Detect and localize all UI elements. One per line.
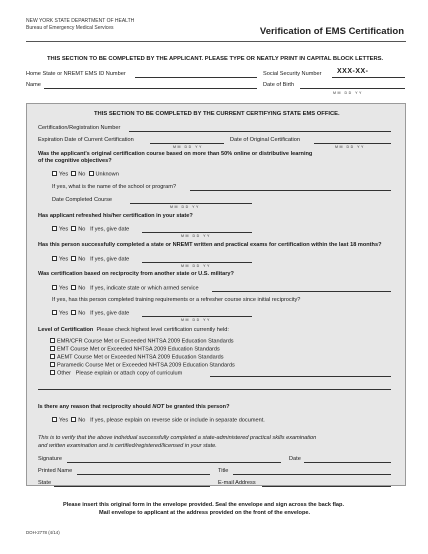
q4-state-field[interactable] — [212, 291, 391, 292]
q5-text-post: be granted this person? — [164, 404, 230, 410]
q4-options — [52, 285, 199, 292]
level-aemt-label: AEMT Course Met or Exceeded NHTSA 2009 Education Standards — [57, 354, 224, 361]
level-option-other — [50, 370, 182, 377]
cert-number-label: Certification/Registration Number — [38, 125, 121, 131]
state-field[interactable] — [54, 486, 210, 487]
q5-options — [52, 417, 265, 424]
q4b-yes-label: Yes — [59, 310, 69, 317]
q2-yes-checkbox[interactable] — [52, 226, 57, 231]
q2-give-date-label: If yes, give date — [90, 226, 130, 233]
date-field[interactable] — [304, 462, 391, 463]
q3-text: Has this person successfully completed a state or NREMT written and practical exams for certification within the last 18 months? — [38, 242, 382, 248]
q3-no-label: No — [78, 256, 86, 263]
q1-no-label: No — [78, 171, 86, 178]
q4-no-label: No — [78, 285, 86, 292]
q1-options — [52, 171, 119, 178]
title-field[interactable] — [233, 474, 391, 475]
level-option-2 — [50, 346, 220, 353]
q5-text-pre: Is there any reason that reciprocity should — [38, 404, 153, 410]
form-number: DOH-2778 (4/14) — [26, 530, 60, 535]
cert-number-field[interactable] — [129, 131, 391, 132]
signature-field[interactable] — [67, 462, 281, 463]
attestation-line-1: This is to verify that the above individual successfully completed a state-administered practical skills examination — [38, 435, 317, 441]
level-emt-checkbox[interactable] — [50, 346, 55, 351]
q5-no-checkbox[interactable] — [71, 417, 76, 422]
state-label: State — [38, 480, 52, 486]
q2-no-checkbox[interactable] — [71, 226, 76, 231]
level-option-1 — [50, 338, 234, 345]
q3-options — [52, 256, 129, 263]
level-row — [38, 327, 229, 333]
level-other-label: Other — [57, 370, 71, 377]
q5-yes-checkbox[interactable] — [52, 417, 57, 422]
dob-label: Date of Birth — [263, 82, 295, 88]
q4-text: Was certification based on reciprocity from another state or U.S. military? — [38, 271, 234, 277]
ssn-label: Social Security Number — [263, 71, 322, 77]
q5-text — [38, 404, 230, 410]
name-label: Name — [26, 82, 41, 88]
org-line-2: Bureau of Emergency Medical Services — [26, 25, 114, 31]
level-label: Level of Certification — [38, 327, 94, 333]
expiration-hint: MM DD YY — [173, 145, 203, 149]
other-explain-field-2[interactable] — [38, 389, 391, 390]
q1-yes-checkbox[interactable] — [52, 171, 57, 176]
date-completed-field[interactable] — [130, 203, 252, 204]
level-emr-label: EMR/CFR Course Met or Exceeded NHTSA 2009 Education Standards — [57, 338, 234, 345]
q4-yes-checkbox[interactable] — [52, 285, 57, 290]
q5-explain-label: If yes, please explain on reverse side or include in separate document. — [90, 417, 265, 424]
ssn-field[interactable] — [332, 77, 405, 78]
expiration-label: Expiration Date of Current Certification — [38, 137, 134, 143]
q4b-options — [52, 310, 129, 317]
q3-yes-checkbox[interactable] — [52, 256, 57, 261]
original-cert-hint: MM DD YY — [335, 145, 365, 149]
q4b-give-date-label: If yes, give date — [90, 310, 130, 317]
q5-text-not: NOT — [152, 404, 165, 410]
q2-options — [52, 226, 129, 233]
q2-yes-label: Yes — [59, 226, 69, 233]
footer-instruction-1: Please insert this original form in the envelope provided. Seal the envelope and sign across the back flap. — [63, 502, 345, 508]
dob-hint: MM DD YY — [333, 91, 363, 95]
q4-yes-label: Yes — [59, 285, 69, 292]
dob-field[interactable] — [300, 88, 405, 89]
document-title: Verification of EMS Certification — [259, 26, 404, 37]
q2-date-field[interactable] — [142, 232, 252, 233]
printed-name-field[interactable] — [77, 474, 210, 475]
q2-no-label: No — [78, 226, 86, 233]
q4b-date-hint: MM DD YY — [181, 318, 211, 322]
date-label: Date — [289, 456, 301, 462]
q3-date-hint: MM DD YY — [181, 264, 211, 268]
q4-no-checkbox[interactable] — [71, 285, 76, 290]
q1-yes-label: Yes — [59, 171, 69, 178]
school-name-field[interactable] — [190, 190, 391, 191]
level-emr-checkbox[interactable] — [50, 338, 55, 343]
level-emt-label: EMT Course Met or Exceeded NHTSA 2009 Education Standards — [57, 346, 220, 353]
ssn-prefix: XXX-XX- — [337, 68, 369, 75]
email-label: E-mail Address — [218, 480, 256, 486]
q2-text: Has applicant refreshed his/her certification in your state? — [38, 213, 193, 219]
q4b-yes-checkbox[interactable] — [52, 310, 57, 315]
level-paramedic-label: Paramedic Course Met or Exceeded NHTSA 2009 Education Standards — [57, 362, 235, 369]
certifier-section-title: THIS SECTION TO BE COMPLETED BY THE CURRENT CERTIFYING STATE EMS OFFICE. — [94, 111, 340, 117]
original-cert-label: Date of Original Certification — [230, 137, 300, 143]
q3-no-checkbox[interactable] — [71, 256, 76, 261]
q1-unknown-label: Unknown — [95, 171, 119, 178]
q4-followup-text: If yes, has this person completed training requirements or a refresher course since initial reciprocity? — [52, 297, 301, 303]
original-cert-field[interactable] — [314, 143, 391, 144]
org-line-1: NEW YORK STATE DEPARTMENT OF HEALTH — [26, 18, 135, 24]
q1-text-line2: of the cognitive objectives? — [38, 158, 112, 164]
q2-date-hint: MM DD YY — [181, 234, 211, 238]
q4b-no-label: No — [78, 310, 86, 317]
q4-indicate-label: If yes, indicate state or which armed service — [90, 285, 199, 292]
q3-date-field[interactable] — [142, 262, 252, 263]
level-paramedic-checkbox[interactable] — [50, 362, 55, 367]
header-rule — [26, 41, 406, 42]
footer-instruction-2: Mail envelope to applicant at the address provided on the front of the envelope. — [99, 510, 311, 516]
level-other-checkbox[interactable] — [50, 370, 55, 375]
q5-no-label: No — [78, 417, 86, 424]
printed-name-label: Printed Name — [38, 468, 73, 474]
level-option-4 — [50, 362, 235, 369]
name-field[interactable] — [44, 88, 257, 89]
q3-yes-label: Yes — [59, 256, 69, 263]
q1-text: Was the applicant's original certification course based on more than 50% online or distributive learning — [38, 151, 313, 157]
q1-unknown-checkbox[interactable] — [89, 171, 94, 176]
q1-no-checkbox[interactable] — [71, 171, 76, 176]
attestation-line-2: and written examination and is certified/registered/licensed in your state. — [38, 443, 217, 449]
level-other-instruction: Please explain or attach copy of curriculum — [75, 370, 183, 377]
q3-give-date-label: If yes, give date — [90, 256, 130, 263]
home-state-field[interactable] — [135, 77, 257, 78]
level-aemt-checkbox[interactable] — [50, 354, 55, 359]
signature-label: Signature — [38, 456, 62, 462]
expiration-field[interactable] — [150, 143, 224, 144]
level-instruction: Please check highest level certification currently held: — [96, 327, 229, 333]
applicant-section-title: THIS SECTION TO BE COMPLETED BY THE APPLICANT. PLEASE TYPE OR NEATLY PRINT IN CAPITAL BLOCK LETTERS. — [47, 56, 384, 62]
level-option-3 — [50, 354, 224, 361]
q4b-date-field[interactable] — [142, 316, 252, 317]
q5-yes-label: Yes — [59, 417, 69, 424]
home-state-label: Home State or NREMT EMS ID Number — [26, 71, 126, 77]
date-completed-label: Date Completed Course — [52, 197, 113, 203]
q4b-no-checkbox[interactable] — [71, 310, 76, 315]
q1-followup-label: If yes, what is the name of the school or program? — [52, 184, 177, 190]
date-completed-hint: MM DD YY — [170, 205, 200, 209]
title-label: Title — [218, 468, 229, 474]
other-explain-field[interactable] — [210, 376, 391, 377]
email-field[interactable] — [262, 486, 391, 487]
